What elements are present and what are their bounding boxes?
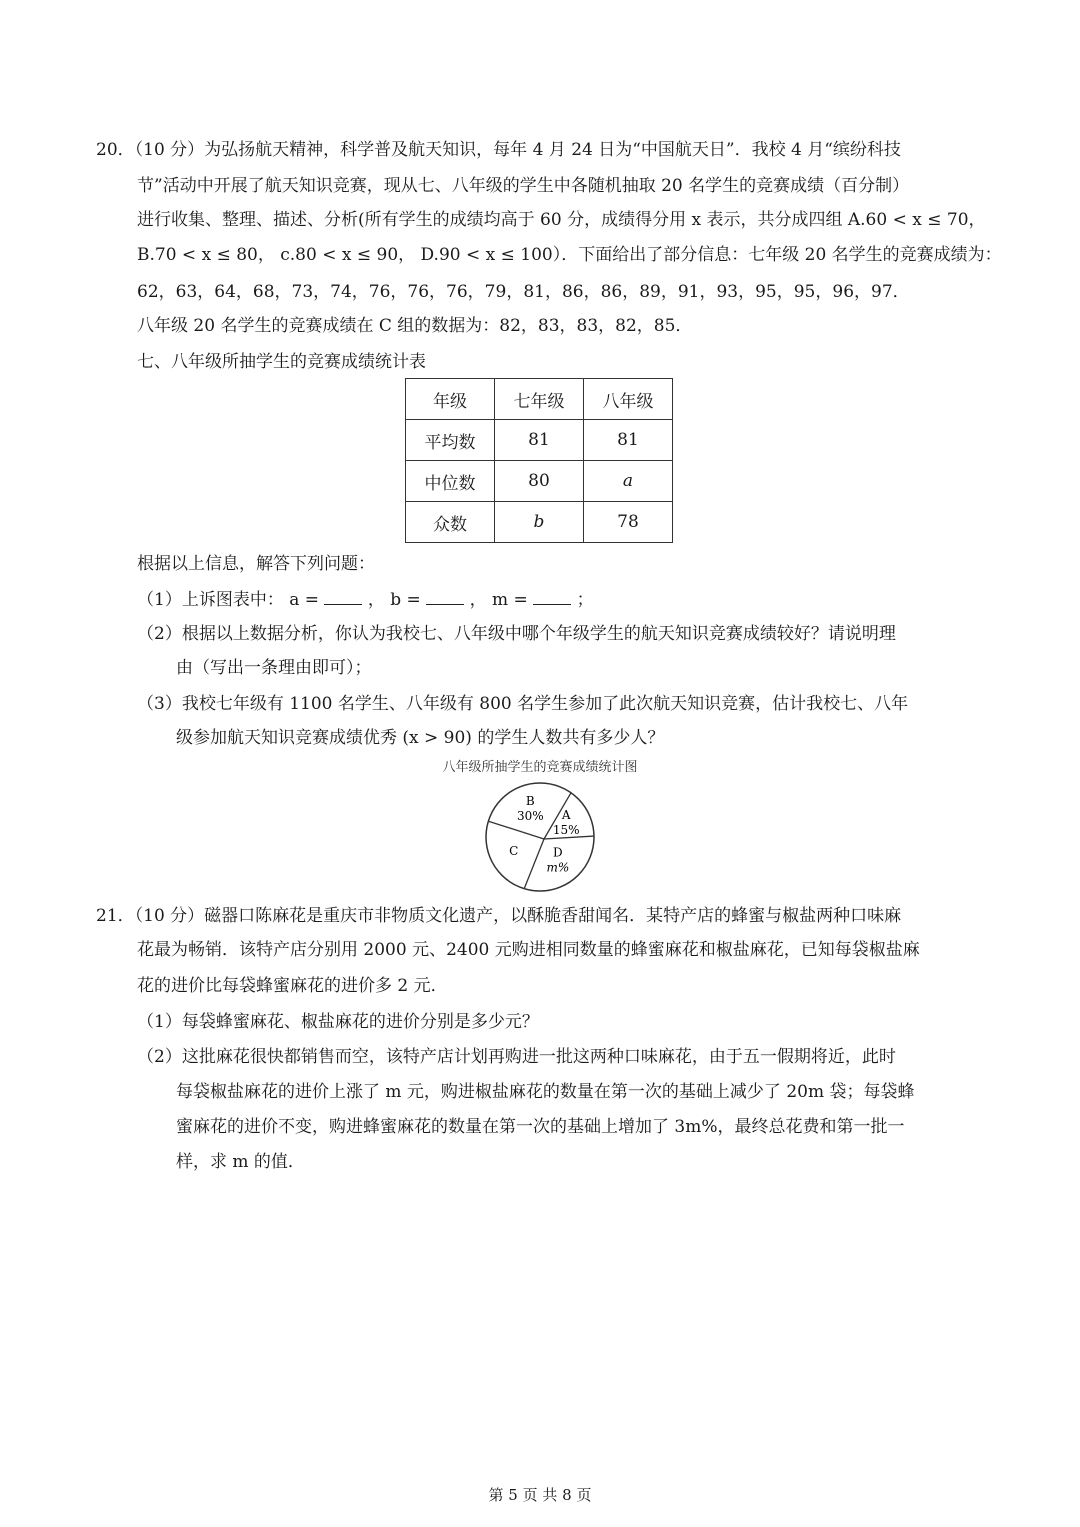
table-header-cell: 七年级 <box>495 379 584 420</box>
pie-label-c: C <box>509 843 519 858</box>
q21-part-2-line-2: 每袋椒盐麻花的进价上涨了 m 元，购进椒盐麻花的数量在第一次的基础上减少了 20m 袋；每袋蜂 <box>176 1082 915 1102</box>
table-cell: 81 <box>495 420 584 461</box>
q20-line-2: 节”活动中开展了航天知识竞赛，现从七、八年级的学生中各随机抽取 20 名学生的竞赛成绩（百分制） <box>137 176 910 196</box>
table-cell: 80 <box>495 461 584 502</box>
q20-grade8-c-group: 八年级 20 名学生的竞赛成绩在 C 组的数据为：82，83，83，82，85． <box>137 316 693 336</box>
q20-line-1: 20．（10 分）为弘扬航天精神，科学普及航天知识，每年 4 月 24 日为“中国航天日”．我校 4 月“缤纷科技 <box>96 140 901 160</box>
q20-part-3-line-1: （3）我校七年级有 1100 名学生、八年级有 800 名学生参加了此次航天知识竞赛，估计我校七、八年 <box>137 694 909 714</box>
pie-chart <box>470 780 610 900</box>
part-1-text-b: ， b = <box>367 590 421 610</box>
table-row <box>406 502 673 543</box>
q20-part-1 <box>137 588 594 612</box>
q20-line-4: B.70 < x ≤ 80， c.80 < x ≤ 90， D.90 < x ≤ 100）．下面给出了部分信息：七年级 20 名学生的竞赛成绩为： <box>137 245 1002 265</box>
table-cell: 平均数 <box>406 420 495 461</box>
pie-value-d: m% <box>546 860 570 875</box>
table-header-cell: 年级 <box>406 379 495 420</box>
answer-blank-m <box>533 588 571 605</box>
q21-line-3: 花的进价比每袋蜂蜜麻花的进价多 2 元． <box>137 976 448 996</box>
q20-part-2-line-2: 由（写出一条理由即可）； <box>176 658 372 678</box>
q21-part-1: （1）每袋蜂蜜麻花、椒盐麻花的进价分别是多少元？ <box>137 1012 539 1032</box>
table-row <box>406 461 673 502</box>
pie-divider-b <box>488 821 544 839</box>
q20-line-3: 进行收集、整理、描述、分析(所有学生的成绩均高于 60 分，成绩得分用 x 表示，共分成四组 A.60 < x ≤ 70， <box>137 210 986 230</box>
table-cell: 81 <box>584 420 673 461</box>
answer-blank-b <box>426 588 464 605</box>
table-header-cell: 八年级 <box>584 379 673 420</box>
pie-label-d: D <box>553 845 563 860</box>
q21-line-2: 花最为畅销．该特产店分别用 2000 元、2400 元购进相同数量的蜂蜜麻花和椒盐麻花，已知每袋椒盐麻 <box>137 940 920 960</box>
chart-title: 八年级所抽学生的竞赛成绩统计图 <box>442 760 638 775</box>
table-header-row <box>406 379 673 420</box>
pie-label-b: B <box>525 793 535 808</box>
pie-value-b: 30% <box>516 808 544 823</box>
answer-blank-a <box>324 588 362 605</box>
part-1-text-m: ， m = <box>469 590 528 610</box>
table-row <box>406 420 673 461</box>
q20-part-2-line-1: （2）根据以上数据分析，你认为我校七、八年级中哪个年级学生的航天知识竞赛成绩较好？请说明理 <box>137 624 896 644</box>
page-footer: 第 5 页 共 8 页 <box>488 1486 592 1504</box>
pie-value-a: 15% <box>552 823 580 838</box>
part-1-end: ； <box>576 590 594 610</box>
q21-line-1: 21．（10 分）磁器口陈麻花是重庆市非物质文化遗产，以酥脆香甜闻名．某特产店的蜂蜜与椒盐两种口味麻 <box>96 906 902 926</box>
table-cell: 中位数 <box>406 461 495 502</box>
pie-label-a: A <box>561 808 571 823</box>
q20-intro: 根据以上信息，解答下列问题： <box>137 554 375 574</box>
part-1-text-a: （1）上诉图表中： a = <box>137 590 320 610</box>
stats-table <box>405 378 673 543</box>
table-caption: 七、八年级所抽学生的竞赛成绩统计表 <box>137 352 426 372</box>
table-cell: 78 <box>584 502 673 543</box>
q21-part-2-line-4: 样，求 m 的值． <box>176 1152 305 1172</box>
q20-part-3-line-2: 级参加航天知识竞赛成绩优秀 (x > 90) 的学生人数共有多少人？ <box>176 728 665 748</box>
table-cell: 众数 <box>406 502 495 543</box>
q20-scores-grade7: 62，63，64，68，73，74，76，76，76，79，81，86，86，89，91，93，95，95，96，97． <box>137 282 910 302</box>
pie-divider-c <box>524 839 544 889</box>
table-cell: b <box>495 502 584 543</box>
q21-part-2-line-1: （2）这批麻花很快都销售而空，该特产店计划再购进一批这两种口味麻花，由于五一假期将近，此时 <box>137 1047 896 1067</box>
q21-part-2-line-3: 蜜麻花的进价不变，购进蜂蜜麻花的数量在第一次的基础上增加了 3m%，最终总花费和第一批一 <box>176 1117 905 1137</box>
table-cell: a <box>584 461 673 502</box>
